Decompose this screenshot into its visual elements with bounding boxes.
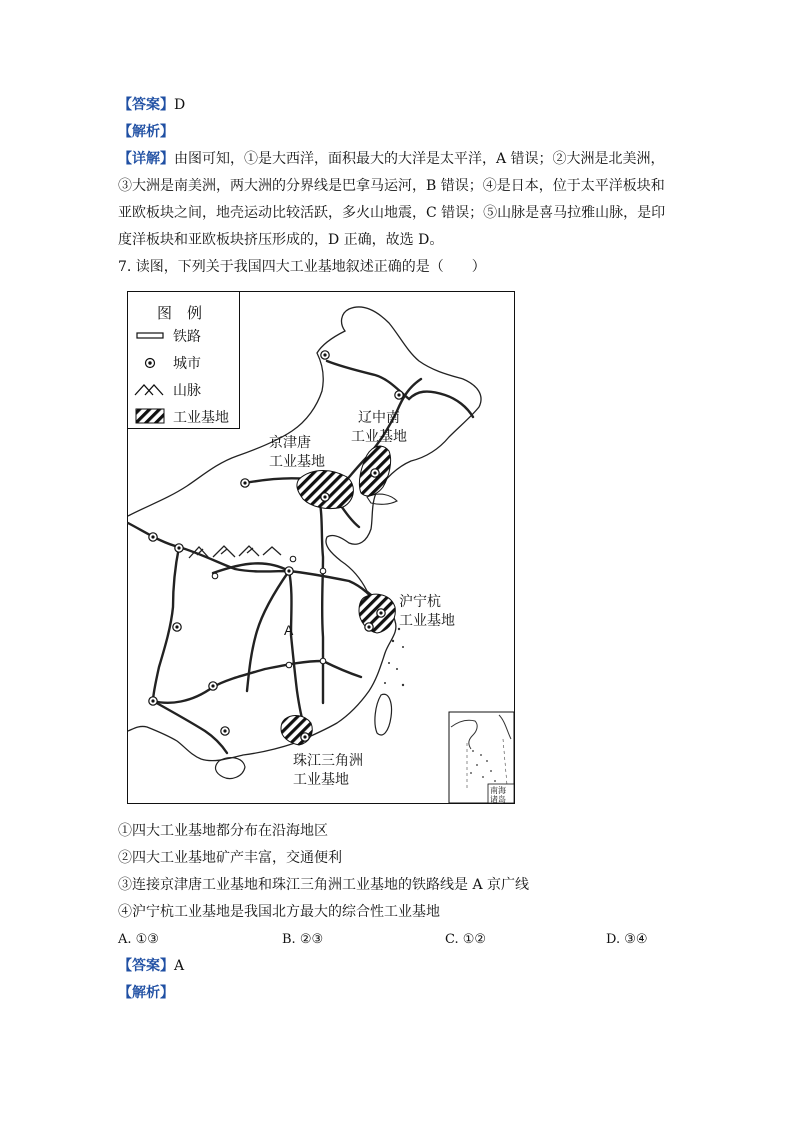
answer-value: D bbox=[174, 97, 186, 113]
statement-4: ④沪宁杭工业基地是我国北方最大的综合性工业基地 bbox=[118, 904, 440, 920]
detail-line-1 bbox=[118, 150, 665, 168]
legend-industrial: 工业基地 bbox=[173, 409, 229, 425]
label-liaozhongnan-1: 辽中南 bbox=[358, 409, 400, 425]
answer-line bbox=[118, 96, 185, 114]
legend-city: 城市 bbox=[173, 355, 201, 371]
label-jingjintang-2: 工业基地 bbox=[269, 453, 325, 469]
analysis-tag: 【解析】 bbox=[118, 124, 174, 140]
label-jingjintang-1: 京津唐 bbox=[269, 434, 311, 450]
option-b: B. ②③ bbox=[282, 932, 324, 947]
label-huninghang-2: 工业基地 bbox=[399, 612, 455, 628]
legend-title: 图 例 bbox=[157, 305, 203, 322]
statement-2: ②四大工业基地矿产丰富，交通便利 bbox=[118, 850, 342, 866]
label-liaozhongnan-2: 工业基地 bbox=[351, 428, 407, 444]
answer-tag-2: 【答案】 bbox=[118, 958, 174, 974]
option-a: A. ①③ bbox=[118, 932, 159, 947]
analysis-tag-2: 【解析】 bbox=[118, 985, 174, 1001]
statement-3: ③连接京津唐工业基地和珠江三角洲工业基地的铁路线是 A 京广线 bbox=[118, 877, 530, 893]
legend-railway: 铁路 bbox=[173, 328, 201, 344]
label-nanhai-2: 诸岛 bbox=[490, 795, 506, 804]
label-railway-a: A bbox=[284, 622, 294, 638]
answer-tag: 【答案】 bbox=[118, 97, 174, 113]
answer-value-2: A bbox=[174, 958, 185, 974]
question-stem: 7. 读图，下列关于我国四大工业基地叙述正确的是（ ） bbox=[118, 259, 486, 275]
detail-line-3: 亚欧板块之间，地壳运动比较活跃，多火山地震，C 错误；⑤山脉是喜马拉雅山脉，是印 bbox=[118, 205, 666, 221]
detail-line-4: 度洋板块和亚欧板块挤压形成的，D 正确，故选 D。 bbox=[118, 232, 444, 248]
label-nanhai-1: 南海 bbox=[490, 786, 506, 795]
south-china-sea-inset bbox=[449, 712, 514, 804]
railway-symbol bbox=[137, 333, 163, 338]
analysis-line bbox=[118, 123, 174, 141]
detail-tag: 【详解】 bbox=[118, 151, 174, 167]
label-zhujiang-2: 工业基地 bbox=[293, 771, 349, 787]
map-legend bbox=[128, 292, 240, 429]
detail-line-2: ③大洲是南美洲，两大洲的分界线是巴拿马运河，B 错误；④是日本，位于太平洋板块和 bbox=[118, 178, 665, 194]
detail-text-1: 由图可知，①是大西洋，面积最大的大洋是太平洋，A 错误；②大洲是北美洲， bbox=[174, 151, 665, 167]
answer-line-2 bbox=[118, 957, 184, 975]
option-d: D. ③④ bbox=[606, 932, 648, 947]
legend-mountain: 山脉 bbox=[173, 382, 201, 398]
option-c: C. ①② bbox=[445, 932, 487, 947]
label-zhujiang-1: 珠江三角洲 bbox=[293, 752, 363, 768]
statement-1: ①四大工业基地都分布在沿海地区 bbox=[118, 823, 328, 839]
industrial-bases-map bbox=[127, 291, 515, 804]
analysis-line-2 bbox=[118, 984, 174, 1002]
label-huninghang-1: 沪宁杭 bbox=[399, 593, 441, 609]
industrial-symbol bbox=[136, 409, 164, 423]
